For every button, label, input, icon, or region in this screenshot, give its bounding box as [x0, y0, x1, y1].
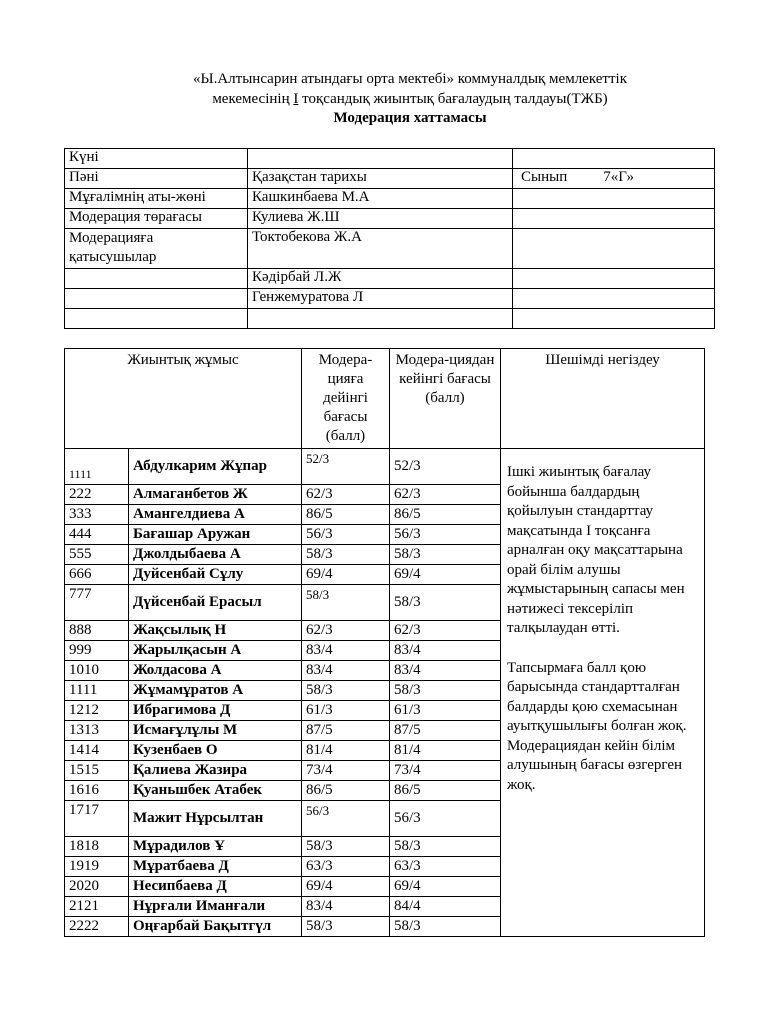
score-before: 87/5 — [302, 721, 390, 741]
title-line2-pre: мекемесінің — [212, 91, 294, 107]
student-name: Дуйсенбай Сұлу — [129, 565, 302, 585]
row-number: 666 — [65, 565, 129, 585]
score-after: 86/5 — [390, 781, 501, 801]
score-before: 83/4 — [302, 661, 390, 681]
row-number: 1212 — [65, 701, 129, 721]
score-after: 58/3 — [390, 837, 501, 857]
row-number: 1313 — [65, 721, 129, 741]
student-name: Жұмамұратов А — [129, 681, 302, 701]
row-number: 1414 — [65, 741, 129, 761]
teacher-value: Кашкинбаева М.А — [248, 189, 513, 209]
score-before: 86/5 — [302, 781, 390, 801]
row-number: 1111 — [65, 449, 129, 485]
score-before: 58/3 — [302, 837, 390, 857]
student-name: Мұратбаева Д — [129, 857, 302, 877]
participants-label: Модерацияға қатысушылар — [65, 229, 248, 269]
score-after: 63/3 — [390, 857, 501, 877]
row-number: 888 — [65, 621, 129, 641]
student-name: Бағашар Аружан — [129, 525, 302, 545]
score-after: 84/4 — [390, 897, 501, 917]
row-number: 1111 — [65, 681, 129, 701]
row-number: 444 — [65, 525, 129, 545]
row-number: 1616 — [65, 781, 129, 801]
score-after: 83/4 — [390, 641, 501, 661]
student-name: Джолдыбаева А — [129, 545, 302, 565]
score-after: 62/3 — [390, 621, 501, 641]
row-number: 1919 — [65, 857, 129, 877]
chair-label: Модерация төрағасы — [65, 209, 248, 229]
score-after: 56/3 — [390, 801, 501, 837]
score-before: 58/3 — [302, 917, 390, 937]
student-name: Кузенбаев О — [129, 741, 302, 761]
score-before: 69/4 — [302, 877, 390, 897]
participant-3: Генжемуратова Л — [248, 289, 513, 309]
score-after: 86/5 — [390, 505, 501, 525]
score-before: 81/4 — [302, 741, 390, 761]
score-after: 81/4 — [390, 741, 501, 761]
class-cell — [513, 169, 715, 189]
score-after: 69/4 — [390, 877, 501, 897]
header-before: Модера-цияға дейінгі бағасы (балл) — [302, 349, 390, 449]
header-work: Жиынтық жұмыс — [65, 349, 302, 449]
decision-paragraph-1: Ішкі жиынтық бағалау бойынша балдардың қойылуын стандарттау мақсатында I тоқсанға арналған оқу мақсаттарына орай білім алушы жұмыстарының сапасы мен нәтижесі тексеріліп талқылаудан өтті. — [507, 464, 685, 636]
doc-title-line2 — [60, 90, 760, 109]
teacher-label: Мұғалімнің аты-жөні — [65, 189, 248, 209]
class-label: Сынып — [521, 169, 568, 185]
student-name: Ибрагимова Д — [129, 701, 302, 721]
score-after: 61/3 — [390, 701, 501, 721]
score-before: 73/4 — [302, 761, 390, 781]
header-after: Модера-циядан кейінгі бағасы (балл) — [390, 349, 501, 449]
student-name: Абдулкарим Жұпар — [129, 449, 302, 485]
row-number: 1010 — [65, 661, 129, 681]
student-name: Қалиева Жазира — [129, 761, 302, 781]
participant-2: Кәдірбай Л.Ж — [248, 269, 513, 289]
score-before: 86/5 — [302, 505, 390, 525]
student-name: Алмаганбетов Ж — [129, 485, 302, 505]
score-after: 56/3 — [390, 525, 501, 545]
score-before: 69/4 — [302, 565, 390, 585]
score-before: 83/4 — [302, 897, 390, 917]
score-before: 62/3 — [302, 485, 390, 505]
score-before: 61/3 — [302, 701, 390, 721]
student-name: Мажит Нұрсылтан — [129, 801, 302, 837]
doc-title-line3: Модерация хаттамасы — [333, 110, 487, 126]
date-label: Күні — [65, 149, 248, 169]
score-after: 58/3 — [390, 545, 501, 565]
row-number: 999 — [65, 641, 129, 661]
subject-value: Қазақстан тарихы — [248, 169, 513, 189]
score-after: 83/4 — [390, 661, 501, 681]
score-before: 58/3 — [302, 681, 390, 701]
row-number: 222 — [65, 485, 129, 505]
score-before: 52/3 — [302, 449, 390, 485]
row-number: 555 — [65, 545, 129, 565]
row-number: 2121 — [65, 897, 129, 917]
table-row — [65, 449, 705, 485]
student-name: Дүйсенбай Ерасыл — [129, 585, 302, 621]
subject-label: Пәні — [65, 169, 248, 189]
student-name: Исмағұлұлы М — [129, 721, 302, 741]
score-before: 83/4 — [302, 641, 390, 661]
score-after: 58/3 — [390, 681, 501, 701]
quarter-number: I — [293, 91, 299, 107]
title-line2-post: тоқсандық жиынтық бағалаудың талдауы(ТЖБ) — [298, 91, 608, 107]
score-after: 58/3 — [390, 917, 501, 937]
student-name: Жарылқасын А — [129, 641, 302, 661]
date-value — [248, 149, 513, 169]
score-before: 63/3 — [302, 857, 390, 877]
doc-title-line1: «Ы.Алтынсарин атындағы орта мектебі» коммуналдық мемлекеттік — [193, 71, 627, 87]
student-name: Қуаньшбек Атабек — [129, 781, 302, 801]
score-after: 62/3 — [390, 485, 501, 505]
score-before: 62/3 — [302, 621, 390, 641]
score-after: 69/4 — [390, 565, 501, 585]
header-decision: Шешімді негіздеу — [501, 349, 705, 449]
row-number: 1717 — [65, 801, 129, 837]
student-name: Амангелдиева А — [129, 505, 302, 525]
score-after: 73/4 — [390, 761, 501, 781]
participant-1: Токтобекова Ж.А — [248, 229, 513, 269]
row-number: 1818 — [65, 837, 129, 857]
score-before: 58/3 — [302, 545, 390, 565]
student-name: Жолдасова А — [129, 661, 302, 681]
info-table — [64, 148, 715, 329]
student-name: Мұрадилов Ұ — [129, 837, 302, 857]
row-number: 777 — [65, 585, 129, 621]
score-after: 52/3 — [390, 449, 501, 485]
row-number: 333 — [65, 505, 129, 525]
student-name: Несипбаева Д — [129, 877, 302, 897]
score-before: 56/3 — [302, 801, 390, 837]
student-name: Оңғарбай Бақытгүл — [129, 917, 302, 937]
student-name: Жақсылық Н — [129, 621, 302, 641]
student-name: Нұрғали Иманғали — [129, 897, 302, 917]
decision-cell — [501, 449, 705, 937]
score-before: 56/3 — [302, 525, 390, 545]
row-number: 2020 — [65, 877, 129, 897]
score-before: 58/3 — [302, 585, 390, 621]
score-after: 87/5 — [390, 721, 501, 741]
row-number: 1515 — [65, 761, 129, 781]
decision-paragraph-2: Тапсырмаға балл қою барысында стандартталған балдарды қою схемасынан ауытқушылығы болған жоқ. Модерациядан кейін білім алушының бағасы өзгерген жоқ. — [507, 659, 687, 793]
date-extra — [513, 149, 715, 169]
class-value: 7«Г» — [603, 169, 635, 185]
row-number: 2222 — [65, 917, 129, 937]
score-after: 58/3 — [390, 585, 501, 621]
chair-value: Кулиева Ж.Ш — [248, 209, 513, 229]
moderation-table — [64, 348, 705, 937]
